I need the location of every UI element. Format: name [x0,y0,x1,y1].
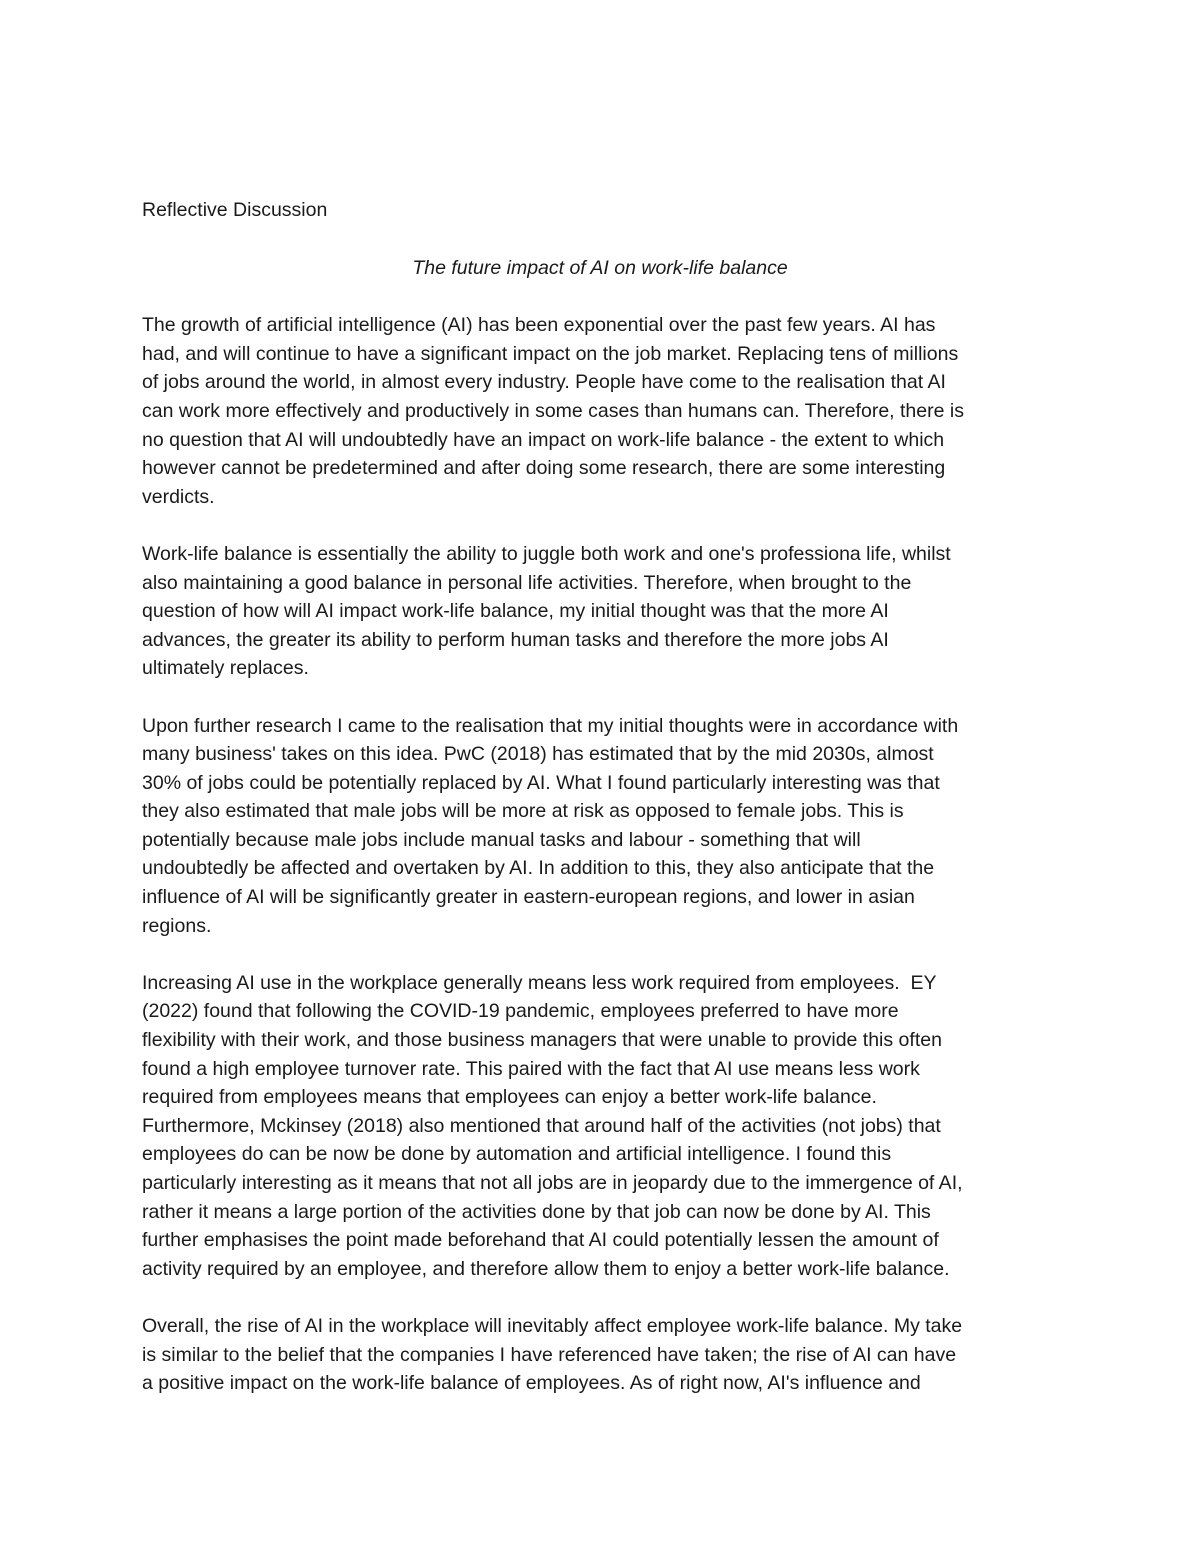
document-body [142,196,1058,1426]
body-paragraph [142,712,1058,941]
paragraph-line: employees do can be now be done by automation and artificial intelligence. I found this [142,1143,892,1166]
paragraph-line: activity required by an employee, and therefore allow them to enjoy a better work-life balance. [142,1257,950,1280]
paragraph-line: Furthermore, Mckinsey (2018) also mentioned that around half of the activities (not jobs) that [142,1114,941,1137]
paragraph-line: advances, the greater its ability to perform human tasks and therefore the more jobs AI [142,628,889,651]
paragraph-line: regions. [142,914,212,937]
paragraph-line: influence of AI will be significantly greater in eastern-european regions, and lower in asian [142,886,915,909]
paragraph-line: they also estimated that male jobs will be more at risk as opposed to female jobs. This is [142,800,904,823]
paragraph-line: many business' takes on this idea. PwC (2018) has estimated that by the mid 2030s, almost [142,743,934,766]
paragraph-line: 30% of jobs could be potentially replaced by AI. What I found particularly interesting was that [142,771,940,794]
paragraph-line: particularly interesting as it means that not all jobs are in jeopardy due to the immergence of AI, [142,1172,963,1194]
paragraph-line: Work-life balance is essentially the ability to juggle both work and one's professiona life, whilst [142,542,951,565]
paragraph-line: can work more effectively and productively in some cases than humans can. Therefore, there is [142,399,964,422]
paragraph-line: Overall, the rise of AI in the workplace will inevitably affect employee work-life balance. My take [142,1314,963,1337]
paragraph-line: flexibility with their work, and those business managers that were unable to provide this often [142,1029,942,1052]
paragraph-line: is similar to the belief that the companies I have referenced have taken; the rise of AI can have [142,1343,957,1366]
paragraph-line: potentially because male jobs include manual tasks and labour - something that will [142,828,861,851]
body-paragraph [142,311,1058,511]
paragraph-line: The growth of artificial intelligence (AI) has been exponential over the past few years. AI has [142,314,936,337]
paragraph-line: verdicts. [142,485,215,508]
body-paragraph [142,969,1058,1284]
document-heading: Reflective Discussion [142,199,328,221]
paragraph-line: a positive impact on the work-life balance of employees. As of right now, AI's influence and [142,1372,921,1395]
paragraph-line: rather it means a large portion of the activities done by that job can now be done by AI. This [142,1200,931,1223]
paragraph-line: question of how will AI impact work-life balance, my initial thought was that the more AI [142,600,889,623]
body-paragraph [142,1312,1058,1398]
paragraph-line: however cannot be predetermined and after doing some research, there are some interesting [142,457,946,480]
paragraph-line: Upon further research I came to the realisation that my initial thoughts were in accordance with [142,714,959,737]
paragraph-line: Increasing AI use in the workplace generally means less work required from employees. EY [142,971,937,994]
paragraphs-container [142,311,1058,1398]
paragraph-line: had, and will continue to have a significant impact on the job market. Replacing tens of millions [142,342,959,365]
paragraph-line: required from employees means that employees can enjoy a better work-life balance. [142,1086,877,1109]
paragraph-line: (2022) found that following the COVID-19 pandemic, employees preferred to have more [142,1000,899,1023]
paragraph-line: undoubtedly be affected and overtaken by AI. In addition to this, they also anticipate that the [142,857,935,880]
paragraph-line: ultimately replaces. [142,657,309,680]
paragraph-line: further emphasises the point made beforehand that AI could potentially lessen the amount of [142,1229,939,1252]
paragraph-line: found a high employee turnover rate. This paired with the fact that AI use means less work [142,1057,920,1080]
paragraph-line: no question that AI will undoubtedly have an impact on work-life balance - the extent to which [142,428,945,451]
paragraph-line: of jobs around the world, in almost every industry. People have come to the realisation that AI [142,371,946,394]
paragraph-line: also maintaining a good balance in personal life activities. Therefore, when brought to the [142,571,912,594]
body-paragraph [142,540,1058,683]
document-title: The future impact of AI on work-life balance [412,256,788,279]
